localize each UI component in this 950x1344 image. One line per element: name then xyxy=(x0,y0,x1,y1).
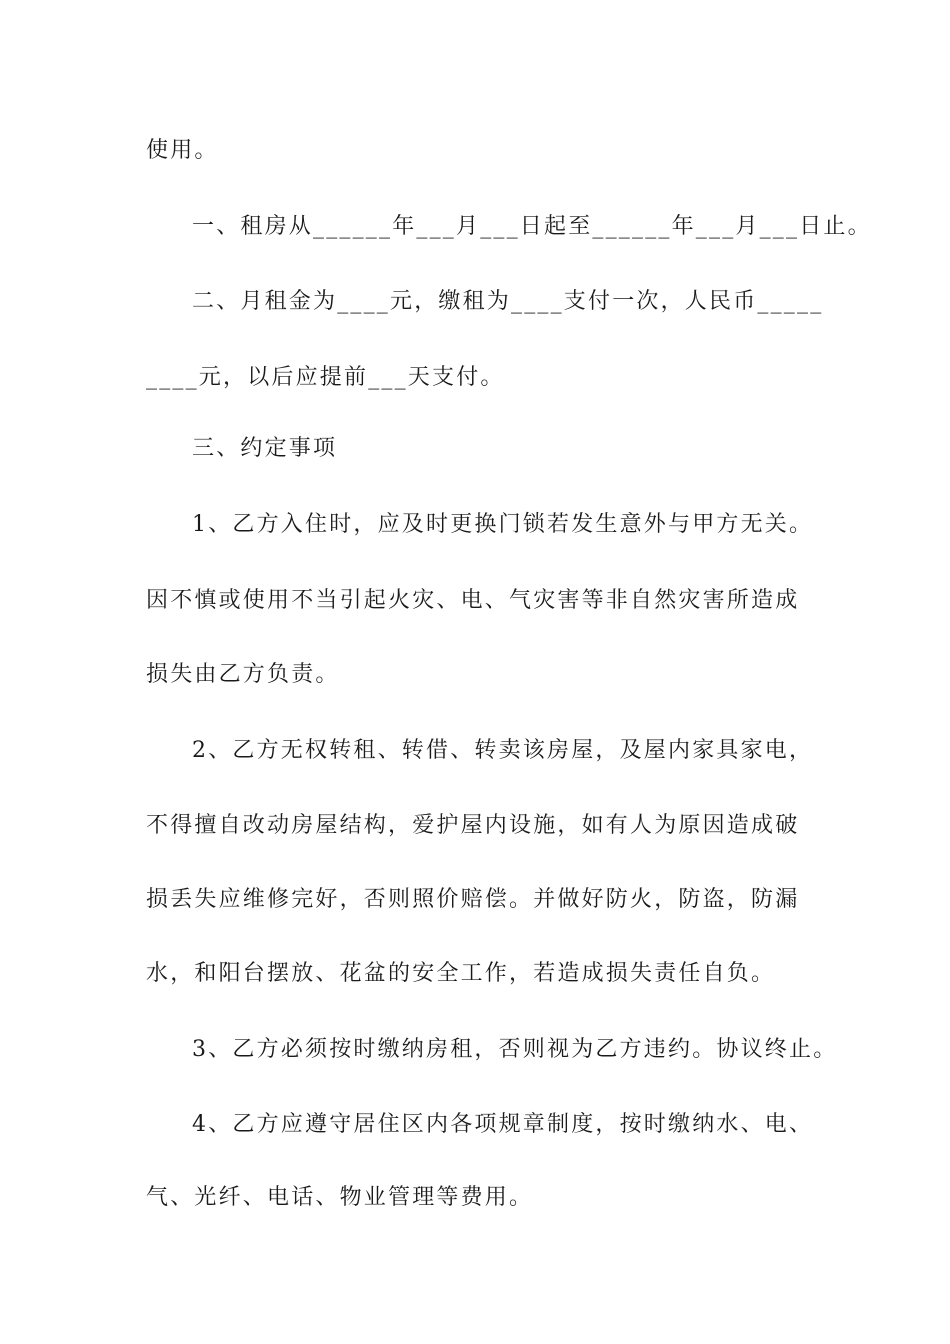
clause-2-monthly-rent: 二、月租金为____元，缴租为____支付一次，人民币_____ xyxy=(192,289,824,314)
item-1-line-3: 损失由乙方负责。 xyxy=(146,662,340,687)
item-3-line-1: 3、乙方必须按时缴纳房租，否则视为乙方违约。协议终止。 xyxy=(192,1037,838,1062)
item-2-line-2: 不得擅自改动房屋结构，爱护屋内设施，如有人为原因造成破 xyxy=(146,813,800,838)
item-4-line-2: 气、光纤、电话、物业管理等费用。 xyxy=(146,1185,534,1210)
item-2-line-3: 损丢失应维修完好，否则照价赔偿。并做好防火，防盗，防漏 xyxy=(146,887,800,912)
item-2-line-4: 水，和阳台摆放、花盆的安全工作，若造成损失责任自负。 xyxy=(146,961,776,986)
clause-1-lease-period: 一、租房从______年___月___日起至______年___月___日止。 xyxy=(192,214,872,239)
item-1-line-1: 1、乙方入住时，应及时更换门锁若发生意外与甲方无关。 xyxy=(192,512,814,537)
section-3-heading: 三、约定事项 xyxy=(192,436,338,461)
item-4-line-1: 4、乙方应遵守居住区内各项规章制度，按时缴纳水、电、 xyxy=(192,1112,814,1137)
text-line-continuation: 使用。 xyxy=(146,138,219,163)
item-2-line-1: 2、乙方无权转租、转借、转卖该房屋，及屋内家具家电， xyxy=(192,738,814,763)
clause-2-monthly-rent-cont: ____元，以后应提前___天支付。 xyxy=(146,365,505,390)
item-1-line-2: 因不慎或使用不当引起火灾、电、气灾害等非自然灾害所造成 xyxy=(146,588,800,613)
